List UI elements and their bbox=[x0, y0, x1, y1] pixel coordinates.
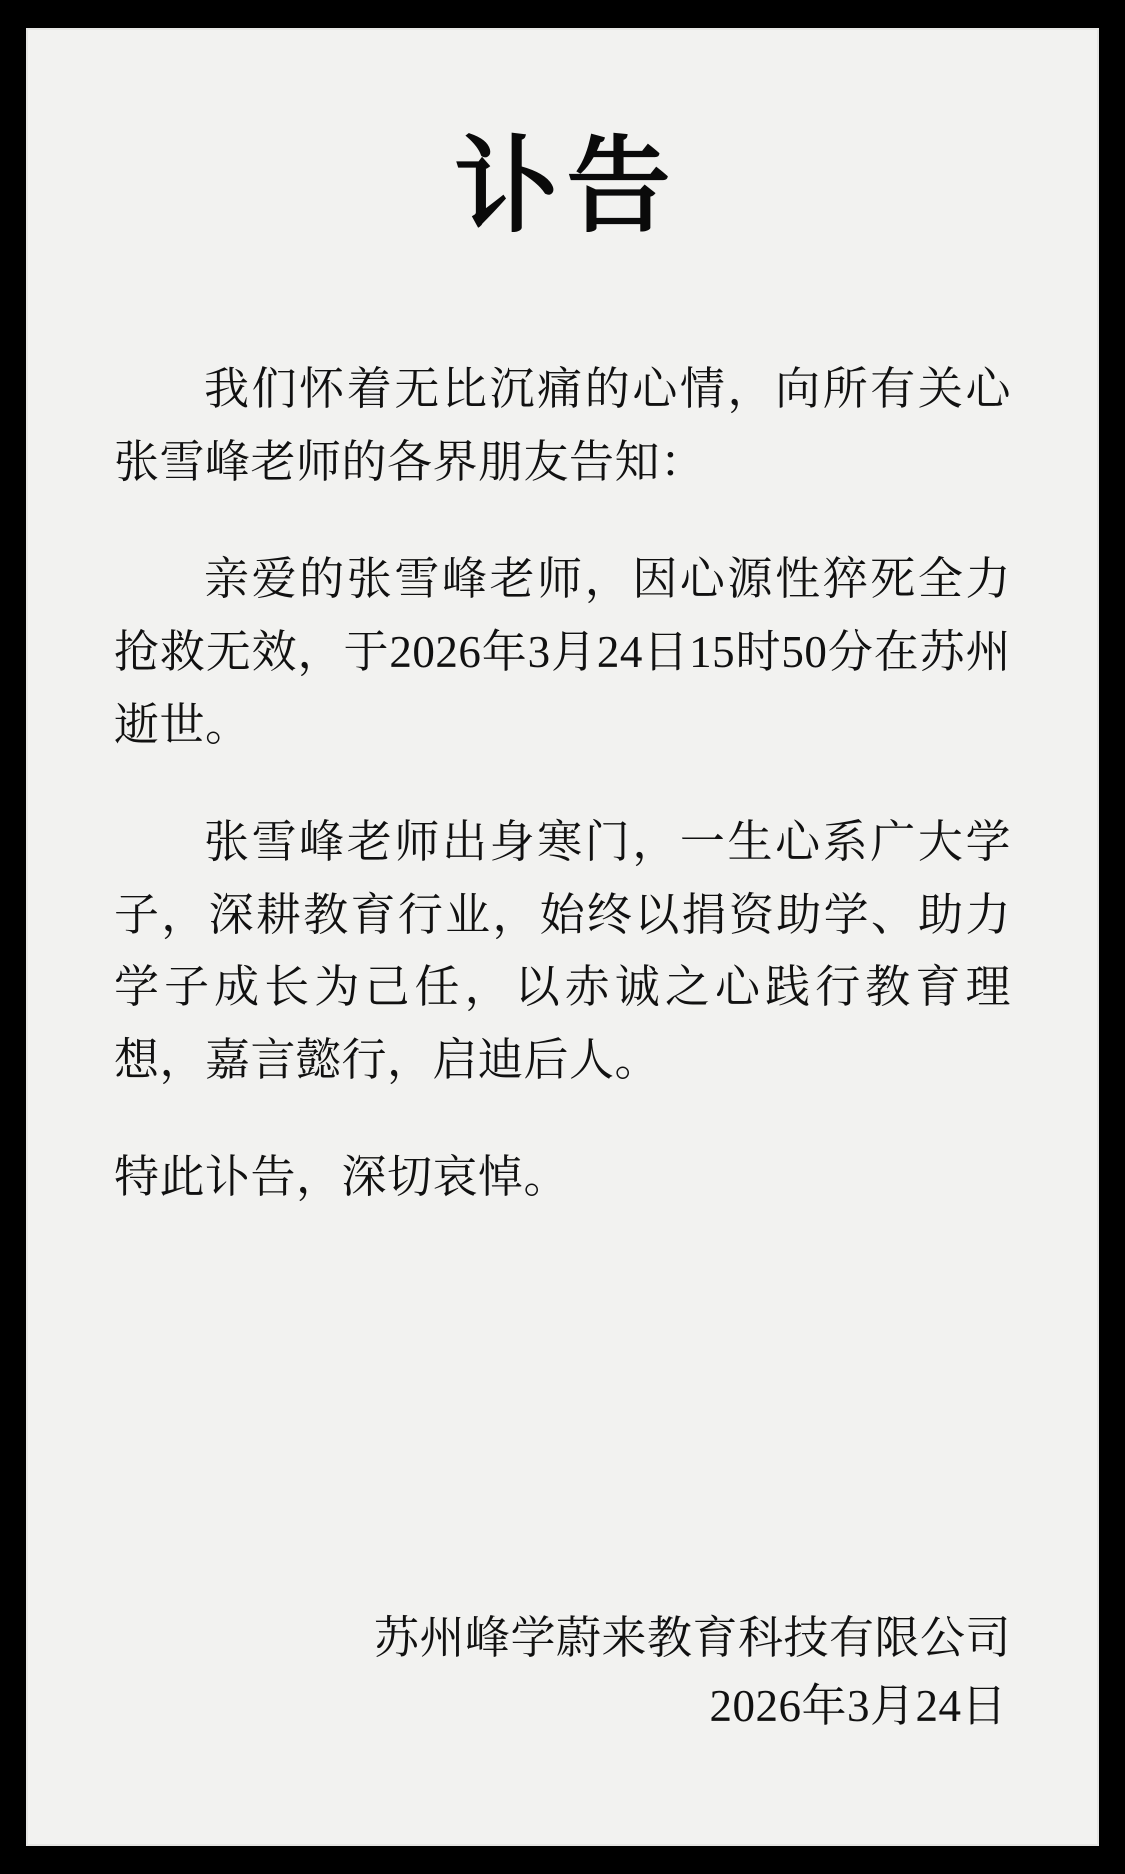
signature-organization: 苏州峰学蔚来教育科技有限公司 bbox=[373, 1613, 1011, 1663]
notice-body bbox=[114, 353, 1011, 1258]
signature-date: 2026年3月24日 bbox=[709, 1680, 1007, 1731]
paragraph-2: 亲爱的张雪峰老师，因心源性猝死全力抢救无效，于2026年3月24日15时50分在苏州逝世。 bbox=[114, 553, 1011, 750]
paragraph-4: 特此讣告，深切哀悼。 bbox=[114, 1152, 570, 1203]
layout-spacer bbox=[114, 1258, 1011, 1595]
notice-sheet bbox=[26, 28, 1099, 1846]
signature-block bbox=[114, 1605, 1011, 1740]
paragraph-3: 张雪峰老师出身寒门，一生心系广大学子，深耕教育行业，始终以捐资助学、助力学子成长为己任，以赤诚之心践行教育理想，嘉言懿行，启迪后人。 bbox=[114, 816, 1011, 1086]
page-title: 讣告 bbox=[454, 125, 679, 247]
paragraph-1: 我们怀着无比沉痛的心情，向所有关心张雪峰老师的各界朋友告知： bbox=[114, 364, 1011, 488]
